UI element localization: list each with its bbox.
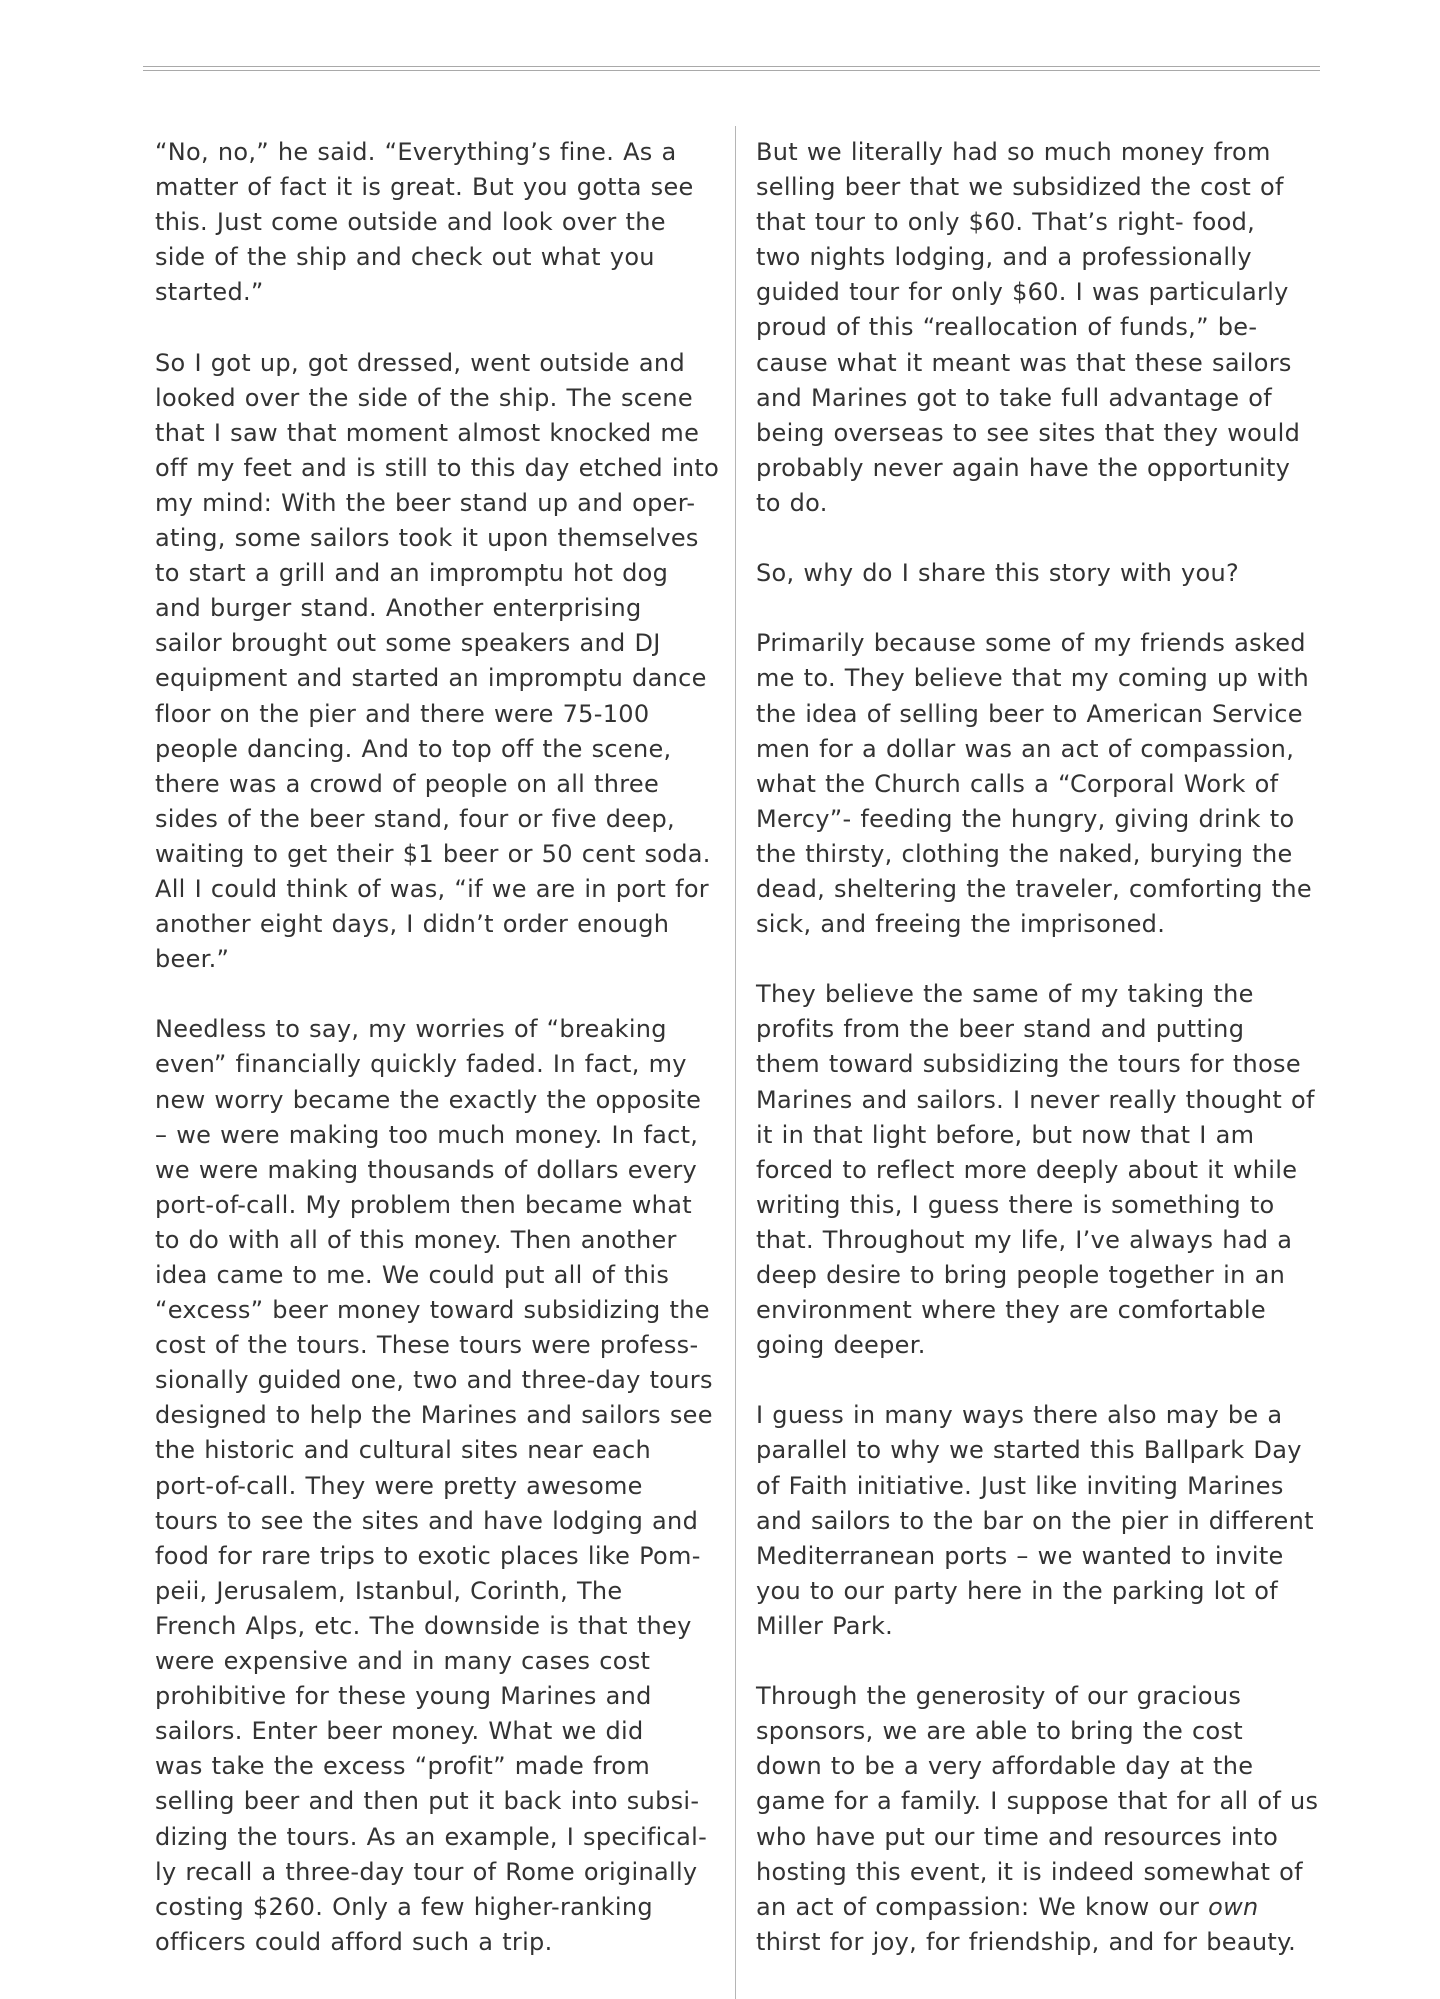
paragraph-last [756,1679,1336,1960]
left-column [155,135,735,1960]
paragraph: So I got up, got dressed, went outside and looked over the side of the ship. The scene that I saw that moment almost knocked me off my feet and is still to this day etched into my mind: With the beer stand up and oper- ating, some sailors took it upon themselves to start a grill and an impromptu hot dog and burger stand. Another enterprising sailor brought out some speakers and DJ equipment and started an impromptu dance floor on the pier and there were 75-100 people dancing. And to top off the scene, there was a crowd of people on all three sides of the beer stand, four or five deep, waiting to get their $1 beer or 50 cent soda. All I could think of was, “if we are in port for another eight days, I didn’t order enough beer.” [155,348,720,974]
paragraph: So, why do I share this story with you? [756,559,1240,588]
paragraph: Primarily because some of my friends asked me to. They believe that my coming up with the idea of selling beer to American Service men for a dollar was an act of compassion, what the Church calls a “Corporal Work of Mercy”- feeding the hungry, giving drink to the thirsty, clothing the naked, burying the dead, sheltering the traveler, comforting the sick, and freeing the imprisoned. [756,629,1312,939]
text-run: thirst for joy, for friendship, and for beauty. [756,1927,1297,1956]
paragraph: They believe the same of my taking the profits from the beer stand and putting them toward subsidizing the tours for those Marines and sailors. I never really thought of it in that light before, but now that I am forced to reflect more deeply about it while writing this, I guess there is something to that. Throughout my life, I’ve always had a deep desire to bring people together in an environment where they are comfortable going deeper. [756,980,1315,1360]
paragraph: But we literally had so much money from selling beer that we subsidized the cost of that tour to only $60. That’s right- food, two nights lodging, and a professionally guided tour for only $60. I was particularly proud of this “reallocation of funds,” be- cause what it meant was that these sailors and Marines got to take full advantage of being overseas to see sites that they would probably never again have the opportunity to do. [756,138,1301,517]
emphasis-own: own [1208,1892,1259,1921]
header-rule-bottom [143,70,1320,71]
header-rule-top [143,66,1320,67]
paragraph: “No, no,” he said. “Everything’s fine. As a matter of fact it is great. But you gotta see this. Just come outside and look over the side of the ship and check out what you started.” [155,138,694,307]
text-run: Through the generosity of our gracious sponsors, we are able to bring the cost down to be a very affordable day at the game for a family. I suppose that for all of us who have put our time and resources into hosting this event, it is indeed somewhat of an act of compassion: We know our [756,1682,1319,1921]
column-divider [735,126,736,1999]
right-column [756,135,1336,1960]
paragraph: I guess in many ways there also may be a parallel to why we started this Ballpark Day of Faith initiative. Just like inviting Marines and sailors to the bar on the pier in different Mediterranean ports – we wanted to invite you to our party here in the parking lot of Miller Park. [756,1401,1314,1640]
paragraph: Needless to say, my worries of “breaking even” financially quickly faded. In fact, my new worry became the exactly the opposite – we were making too much money. In fact, we were making thousands of dollars every port-of-call. My problem then became what to do with all of this money. Then another idea came to me. We could put all of this “excess” beer money toward subsidizing the cost of the tours. These tours were profess- sionally guided one, two and three-day tours designed to help the Marines and sailors see the historic and cultural sites near each port-of-call. They were pretty awesome tours to see the sites and have lodging and food for rare trips to exotic places like Pom- peii, Jerusalem, Istanbul, Corinth, The French Alps, etc. The downside is that they were expensive and in many cases cost prohibitive for these young Marines and sailors. Enter beer money. What we did was take the excess “profit” made from selling beer and then put it back into subsi- dizing the tours. As an example, I specifical- ly recall a three-day tour of Rome originally costing $260. Only a few higher-ranking officers could afford such a trip. [155,1015,713,1956]
